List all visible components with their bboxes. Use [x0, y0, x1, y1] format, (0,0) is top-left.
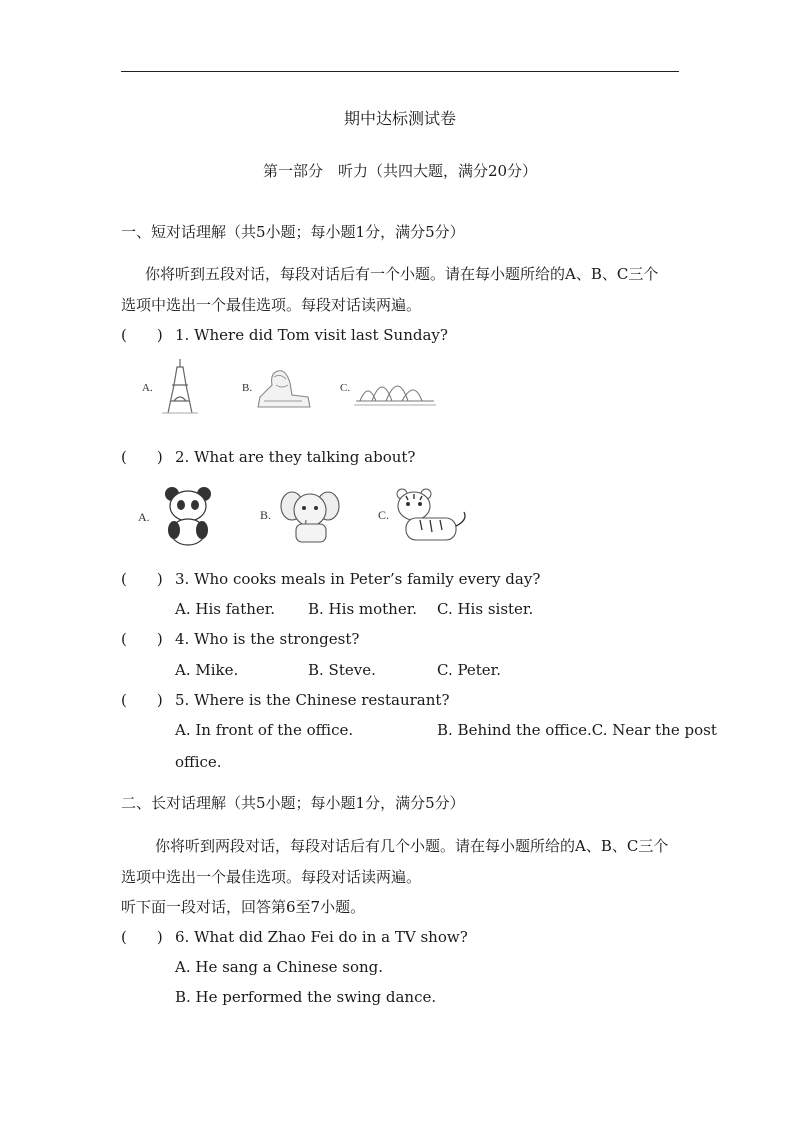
section2-instruction-line3: 听下面一段对话，回答第6至7小题。: [121, 898, 366, 916]
picture-label-c: C.: [378, 508, 390, 522]
option-a[interactable]: A. He sang a Chinese song.: [175, 958, 384, 976]
picture-label-a: A.: [138, 510, 150, 524]
question-1-pictures: [128, 355, 458, 417]
picture-label-b: B.: [260, 508, 272, 522]
question-2-text: 2. What are they talking about?: [175, 448, 416, 466]
elephant-icon: [278, 484, 342, 546]
picture-label-b: B.: [242, 382, 253, 394]
answer-bracket[interactable]: ( ): [121, 691, 163, 709]
option-b[interactable]: B. He performed the swing dance.: [175, 988, 437, 1006]
section1-instruction-line1: 你将听到五段对话，每段对话后有一个小题。请在每小题所给的A、B、C三个: [145, 265, 659, 283]
question-6-text: 6. What did Zhao Fei do in a TV show?: [175, 928, 468, 946]
answer-bracket[interactable]: ( ): [121, 630, 163, 648]
section2-instruction-line1: 你将听到两段对话，每段对话后有几个小题。请在每小题所给的A、B、C三个: [155, 837, 669, 855]
question-5-text: 5. Where is the Chinese restaurant?: [175, 691, 450, 709]
section1-score: （共5小题；每小题1分，满分5分）: [226, 223, 465, 241]
picture-label-c: C.: [340, 382, 351, 394]
option-b-c[interactable]: B. Behind the office.C. Near the post: [437, 721, 717, 739]
question-3: [121, 569, 540, 589]
option-b[interactable]: B. Steve.: [308, 661, 376, 679]
option-c-continued: office.: [175, 753, 222, 771]
picture-label-a: A.: [142, 382, 153, 394]
section2-score: （共5小题；每小题1分，满分5分）: [226, 794, 465, 812]
option-c[interactable]: C. Peter.: [437, 661, 501, 679]
answer-bracket[interactable]: ( ): [121, 448, 163, 466]
section1-heading: [121, 222, 465, 242]
sydney-opera-house-icon: [352, 367, 438, 407]
option-a[interactable]: A. In front of the office.: [175, 721, 354, 739]
section2-instruction-line2: 选项中选出一个最佳选项。每段对话读两遍。: [121, 868, 422, 886]
option-b[interactable]: B. His mother.: [308, 600, 418, 618]
question-5: [121, 690, 449, 710]
question-4: [121, 629, 359, 649]
sphinx-statue-icon: [252, 361, 314, 413]
option-a[interactable]: A. His father.: [175, 600, 276, 618]
eiffel-tower-icon: [160, 357, 200, 415]
exam-title: 期中达标测试卷: [343, 109, 456, 128]
section2-heading: [121, 793, 465, 813]
question-6: [121, 927, 468, 947]
question-1-text: 1. Where did Tom visit last Sunday?: [175, 326, 448, 344]
question-2: [121, 447, 415, 467]
part-title: 第一部分 听力（共四大题，满分20分）: [262, 162, 538, 180]
question-2-pictures: [128, 480, 478, 552]
question-3-text: 3. Who cooks meals in Peter’s family every day?: [175, 570, 541, 588]
answer-bracket[interactable]: ( ): [121, 928, 163, 946]
answer-bracket[interactable]: ( ): [121, 326, 163, 344]
option-a[interactable]: A. Mike.: [175, 661, 239, 679]
section2-title: 二、长对话理解: [121, 794, 227, 812]
top-rule: [121, 71, 679, 72]
question-4-text: 4. Who is the strongest?: [175, 630, 360, 648]
section1-instruction-line2: 选项中选出一个最佳选项。每段对话读两遍。: [121, 296, 422, 314]
option-c[interactable]: C. His sister.: [437, 600, 534, 618]
panda-icon: [160, 482, 216, 548]
answer-bracket[interactable]: ( ): [121, 570, 163, 588]
tiger-icon: [392, 486, 472, 548]
question-1: [121, 325, 448, 345]
section1-title: 一、短对话理解: [121, 223, 227, 241]
